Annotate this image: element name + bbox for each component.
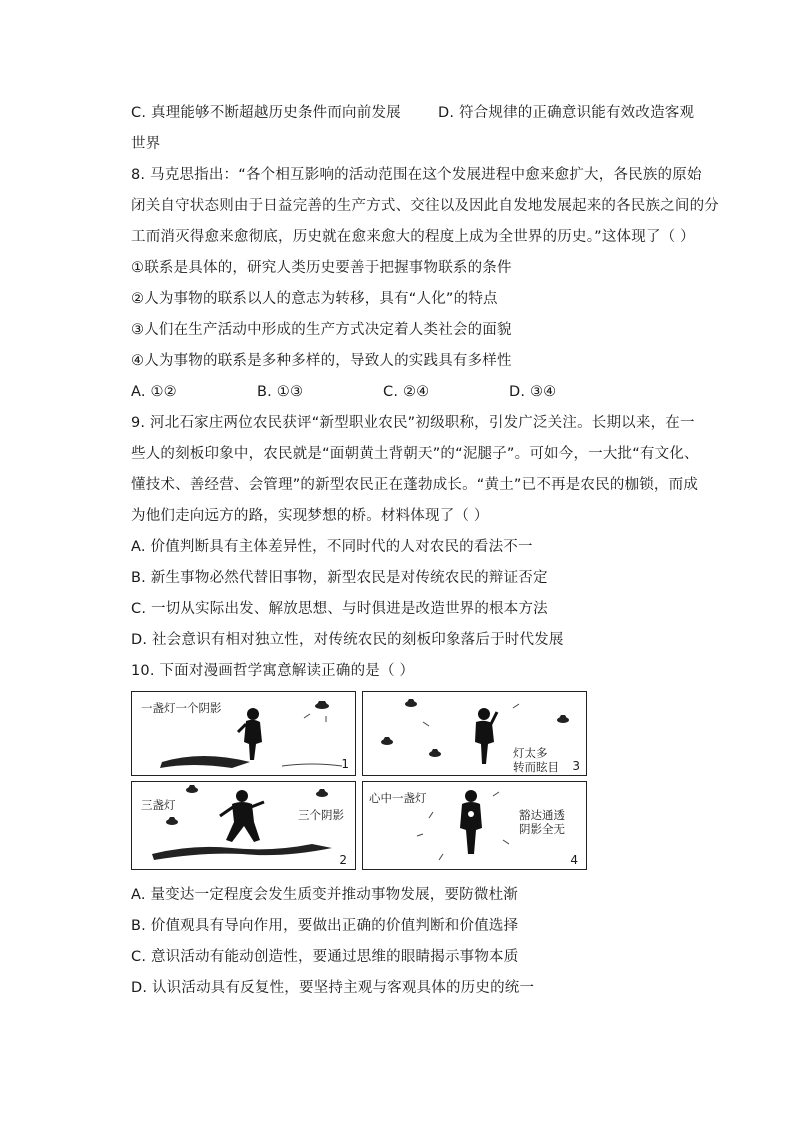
lamp-icon (405, 699, 417, 707)
panel-4-number: 4 (570, 853, 578, 867)
q9-stem-line-1: 9. 河北石家庄两位农民获评“新型职业农民”初级职称，引发广泛关注。长期以来，在一 (131, 415, 695, 431)
panel-1-caption: 一盏灯一个阴影 (141, 701, 222, 715)
q10-option-a: A. 量变达一定程度会发生质变并推动事物发展，要防微杜渐 (131, 887, 518, 903)
cartoon-figure (131, 691, 587, 871)
q7-option-c: C. 真理能够不断超越历史条件而向前发展 (131, 105, 401, 121)
q9-option-d: D. 社会意识有相对独立性，对传统农民的刻板印象落后于时代发展 (131, 632, 564, 648)
q10-option-d: D. 认识活动具有反复性，要坚持主观与客观具体的历史的统一 (131, 980, 535, 996)
q8-statement-4: ④人为事物的联系是多种多样的，导致人的实践具有多样性 (131, 353, 512, 369)
panel-4-drawing (363, 782, 586, 869)
panel-4-caption-left: 心中一盏灯 (369, 791, 427, 805)
man-figure-icon (220, 790, 264, 842)
lamp-icon (166, 817, 178, 825)
q10-option-c: C. 意识活动有能动创造性，要通过思维的眼睛揭示事物本质 (131, 949, 519, 965)
q10-option-b: B. 价值观具有导向作用，要做出正确的价值判断和价值选择 (131, 918, 519, 934)
q9-stem-line-2: 些人的刻板印象中，农民就是“面朝黄土背朝天”的“泥腿子”。可如今，一大批“有文化、 (131, 446, 699, 462)
q7-option-d-continued: 世界 (131, 136, 161, 152)
panel-4-caption-right-line-2: 阴影全无 (519, 822, 565, 836)
shadow-shape (160, 756, 250, 768)
q8-stem-line-1: 8. 马克思指出：“各个相互影响的活动范围在这个发展进程中愈来愈扩大，各民族的原始 (131, 167, 702, 183)
panel-3-number: 3 (572, 759, 580, 773)
q8-options (131, 382, 556, 402)
q9-option-a: A. 价值判断具有主体差异性，不同时代的人对农民的看法不一 (131, 539, 533, 555)
q7-option-d: D. 符合规律的正确意识能有效改造客观 (438, 105, 695, 121)
panel-2-caption-left: 三盏灯 (141, 798, 176, 812)
man-figure-icon (460, 790, 482, 854)
shadow-shape (152, 844, 332, 860)
panel-1-drawing (132, 692, 355, 775)
panel-2-caption-right: 三个阴影 (298, 808, 344, 822)
panel-1-number: 1 (341, 757, 349, 771)
q9-stem-line-4: 为他们走向远方的路，实现梦想的桥。材料体现了（ ） (131, 508, 489, 524)
q8-stem-line-3: 工而消灭得愈来愈彻底，历史就在愈来愈大的程度上成为全世界的历史。”这体现了（ ） (131, 229, 695, 245)
panel-3-caption-line-1: 灯太多 (513, 746, 548, 760)
lamp-icon (315, 701, 329, 709)
cartoon-panel-3 (362, 691, 587, 776)
q8-stem-line-2: 闭关自守状态则由于日益完善的生产方式、交往以及因此自发地发展起来的各民族之间的分 (131, 198, 719, 214)
panel-2-drawing (132, 782, 355, 869)
q8-option-b: B. ①③ (257, 384, 304, 400)
q8-option-d: D. ③④ (509, 384, 557, 400)
q9-option-c: C. 一切从实际出发、解放思想、与时俱进是改造世界的根本方法 (131, 601, 548, 617)
panel-4-caption-right-line-1: 豁达通透 (519, 808, 565, 822)
lamp-icon (381, 737, 393, 745)
q9-stem-line-3: 懂技术、善经营、会管理”的新型农民正在蓬勃成长。“黄土”已不再是农民的枷锁，而成 (131, 477, 699, 493)
panel-2-number: 2 (339, 853, 347, 867)
q8-statement-2: ②人为事物的联系以人的意志为转移，具有“人化”的特点 (131, 291, 498, 307)
panel-3-caption-line-2: 转而眩目 (513, 760, 559, 774)
man-figure-icon (238, 708, 262, 760)
man-figure-icon (475, 708, 497, 764)
lamp-icon (186, 785, 198, 793)
cartoon-panel-2 (131, 781, 356, 870)
lamp-icon (557, 715, 569, 723)
q10-stem: 10. 下面对漫画哲学寓意解读正确的是（ ） (131, 663, 415, 679)
q8-statement-3: ③人们在生产活动中形成的生产方式决定着人类社会的面貌 (131, 322, 512, 338)
q8-option-c: C. ②④ (383, 384, 430, 400)
lamp-icon (316, 789, 328, 797)
q8-option-a: A. ①② (131, 384, 177, 400)
q9-option-b: B. 新生事物必然代替旧事物，新型农民是对传统农民的辩证否定 (131, 570, 548, 586)
q8-statement-1: ①联系是具体的，研究人类历史要善于把握事物联系的条件 (131, 260, 512, 276)
heart-lamp-icon (468, 811, 474, 817)
cartoon-panel-1 (131, 691, 356, 776)
cartoon-panel-4 (362, 781, 587, 870)
lamp-icon (429, 749, 441, 757)
